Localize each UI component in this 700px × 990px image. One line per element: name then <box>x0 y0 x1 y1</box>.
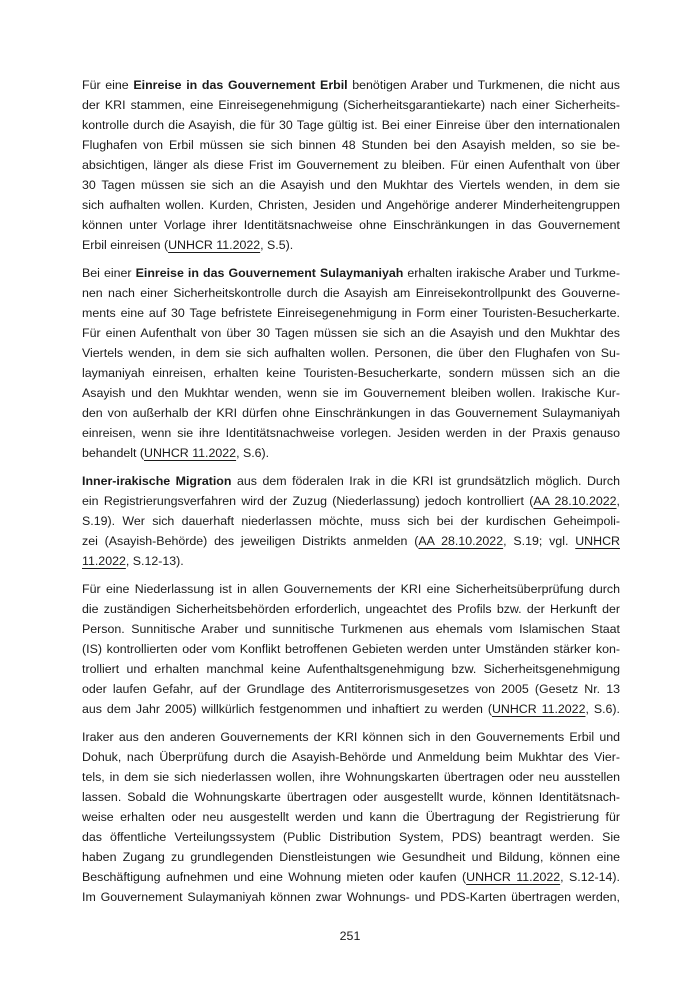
text-segment: , <box>616 494 620 508</box>
text-segment: weise erhalten oder neu ausgestellt werden und kann die Übertragung der Registrierung für <box>82 810 620 824</box>
text-segment: S.19). Wer sich dauerhaft niederlassen möchte, muss sich bei der kurdischen Geheimpoli- <box>82 514 620 528</box>
text-line <box>82 235 620 255</box>
text-line <box>82 619 620 639</box>
document-body <box>82 75 620 915</box>
citation-link[interactable]: AA 28.10.2022 <box>533 494 617 508</box>
text-line <box>82 263 620 283</box>
citation-link[interactable]: AA 28.10.2022 <box>418 534 504 548</box>
text-segment: Viertels wenden, in dem sie sich aufhalten wollen. Personen, die über den Flughafen von Su- <box>82 346 620 360</box>
text-segment: ments eine auf 30 Tage befristete Einreisegenehmigung in Form einer Touristen-Besucherkarte. <box>82 306 620 320</box>
text-line <box>82 867 620 887</box>
text-line <box>82 807 620 827</box>
citation-link[interactable]: 11.2022 <box>82 554 126 568</box>
text-segment: einreisen, wenn sie ihre Identitätsnachweise vorlegen. Jesiden werden in der Praxis genauso <box>82 426 620 440</box>
page-number: 251 <box>339 929 361 943</box>
text-line <box>82 679 620 699</box>
text-line <box>82 747 620 767</box>
paragraph <box>82 263 620 463</box>
citation-link[interactable]: UNHCR <box>575 534 620 548</box>
text-segment: Bei einer <box>82 266 136 280</box>
text-segment: , S.12-13). <box>125 554 184 568</box>
text-line <box>82 175 620 195</box>
paragraph <box>82 579 620 719</box>
text-segment: trolliert und erhalten manchmal keine Aufenthaltsgenehmigung bzw. Sicherheitsgenehmigung <box>82 662 620 676</box>
bold-text: Inner-irakische Migration <box>82 474 232 488</box>
text-line <box>82 95 620 115</box>
text-segment: lassen. Sobald die Wohnungskarte übertragen oder ausgestellt wurde, können Identitätsnach- <box>82 790 620 804</box>
text-segment: kontrolle durch die Asayish, die für 30 Tage gültig ist. Bei einer Einreise über den internationalen <box>82 118 620 132</box>
text-line <box>82 283 620 303</box>
text-line <box>82 599 620 619</box>
text-line <box>82 155 620 175</box>
text-segment: Beschäftigung aufnehmen und eine Wohnung mieten oder kaufen ( <box>82 870 467 884</box>
text-segment: haben Zugang zu grundlegenden Dienstleistungen wie Gesundheit und Bildung, können eine <box>82 850 620 864</box>
text-line <box>82 383 620 403</box>
text-line <box>82 491 620 511</box>
text-segment: aus dem föderalen Irak in die KRI ist grundsätzlich möglich. Durch <box>231 474 620 488</box>
citation-link[interactable]: UNHCR 11.2022 <box>168 238 261 252</box>
text-segment: tels, in dem sie sich niederlassen wollen, ihre Wohnungskarten übertragen oder neu ausstellen <box>82 770 620 784</box>
text-segment: können unter Vorlage ihrer Identitätsnachweise ohne Einschränkungen in das Gouvernement <box>82 218 620 232</box>
text-segment: erhalten irakische Araber und Turkme- <box>403 266 620 280</box>
text-line <box>82 423 620 443</box>
text-segment: oder laufen Gefahr, auf der Grundlage des Antiterrorismusgesetzes von 2005 (Gesetz Nr. 13 <box>82 682 620 696</box>
text-segment: , S.5). <box>260 238 294 252</box>
citation-link[interactable]: UNHCR 11.2022 <box>466 870 561 884</box>
text-line <box>82 531 620 551</box>
text-line <box>82 511 620 531</box>
text-segment: aus dem Jahr 2005) willkürlich festgenommen und inhaftiert zu werden ( <box>82 702 492 716</box>
text-segment: , S.6). <box>585 702 620 716</box>
paragraph <box>82 727 620 907</box>
text-segment: die zuständigen Sicherheitsbehörden erforderlich, ungeachtet des Profils bzw. der Herkunft der <box>82 602 620 616</box>
text-line <box>82 443 620 463</box>
text-line <box>82 323 620 343</box>
text-line <box>82 887 620 907</box>
text-line <box>82 215 620 235</box>
bold-text: Einreise in das Gouvernement Erbil <box>133 78 348 92</box>
citation-link[interactable]: UNHCR 11.2022 <box>144 446 237 460</box>
text-line <box>82 551 620 571</box>
text-segment: , S.19; vgl. <box>503 534 576 548</box>
text-line <box>82 135 620 155</box>
text-segment: zei (Asayish-Behörde) des jeweiligen Distrikts anmelden ( <box>82 534 419 548</box>
text-segment: das öffentliche Verteilungssystem (Public Distribution System, PDS) beantragt werden. Sie <box>82 830 620 844</box>
text-segment: der KRI stammen, eine Einreisegenehmigung (Sicherheitsgarantiekarte) nach einer Sicherheits- <box>82 98 620 112</box>
text-segment: Für eine <box>82 78 134 92</box>
text-line <box>82 75 620 95</box>
text-line <box>82 787 620 807</box>
text-line <box>82 343 620 363</box>
page-footer <box>0 926 700 946</box>
text-segment: Im Gouvernement Sulaymaniyah können zwar Wohnungs- und PDS-Karten übertragen werden, <box>82 890 620 904</box>
text-line <box>82 403 620 423</box>
text-segment: den von außerhalb der KRI dürfen ohne Einschränkungen in das Gouvernement Sulaymaniyah <box>82 406 620 420</box>
text-line <box>82 115 620 135</box>
text-segment: Erbil einreisen ( <box>82 238 169 252</box>
text-segment: laymaniyah einreisen, erhalten keine Touristen-Besucherkarte, sondern müssen sich an die <box>82 366 620 380</box>
text-segment: Flughafen von Erbil müssen sie sich binnen 48 Stunden bei den Asayish melden, so sie be- <box>82 138 620 152</box>
text-segment: sich aufhalten wollen. Kurden, Christen, Jesiden und Angehörige anderer Minderheitengruppen <box>82 198 620 212</box>
text-segment: Iraker aus den anderen Gouvernements der KRI können sich in den Gouvernements Erbil und <box>82 730 620 744</box>
text-line <box>82 303 620 323</box>
text-segment: absichtigen, länger als diese Frist im Gouvernement zu bleiben. Für einen Aufenthalt von über <box>82 158 620 172</box>
text-line <box>82 195 620 215</box>
text-line <box>82 727 620 747</box>
text-line <box>82 639 620 659</box>
text-line <box>82 767 620 787</box>
text-segment: benötigen Araber und Turkmenen, die nicht aus <box>347 78 620 92</box>
text-line <box>82 659 620 679</box>
text-segment: , S.6). <box>236 446 270 460</box>
text-segment: 30 Tagen müssen sie sich an die Asayish und den Mukhtar des Viertels wenden, in dem sie <box>82 178 620 192</box>
text-line <box>82 699 620 719</box>
citation-link[interactable]: UNHCR 11.2022 <box>491 702 586 716</box>
paragraph <box>82 75 620 255</box>
text-line <box>82 847 620 867</box>
text-line <box>82 471 620 491</box>
text-line <box>82 827 620 847</box>
text-segment: Dohuk, nach Überprüfung durch die Asayish-Behörde und Anmeldung beim Mukhtar des Vier- <box>82 750 620 764</box>
text-segment: Person. Sunnitische Araber und sunnitische Turkmenen aus ehemals vom Islamischen Staat <box>82 622 620 636</box>
text-segment: , S.12-14). <box>560 870 620 884</box>
text-segment: Asayish und den Mukhtar wenden, wenn sie im Gouvernement bleiben wollen. Irakische Kur- <box>82 386 620 400</box>
text-segment: ein Registrierungsverfahren wird der Zuzug (Niederlassung) jedoch kontrolliert ( <box>82 494 534 508</box>
text-line <box>82 579 620 599</box>
text-segment: Für einen Aufenthalt von über 30 Tagen müssen sie sich an die Asayish und den Mukhtar des <box>82 326 620 340</box>
paragraph <box>82 471 620 571</box>
text-segment: Für eine Niederlassung ist in allen Gouvernements der KRI eine Sicherheitsüberprüfung durch <box>82 582 620 596</box>
text-segment: (IS) kontrollierten oder vom Konflikt betroffenen Gebieten werden unter Umständen stärker kon- <box>82 642 620 656</box>
bold-text: Einreise in das Gouvernement Sulaymaniyah <box>135 266 404 280</box>
text-line <box>82 363 620 383</box>
text-segment: behandelt ( <box>82 446 145 460</box>
text-segment: nen nach einer Sicherheitskontrolle durch die Asayish am Einreisekontrollpunkt des Gouverne- <box>82 286 620 300</box>
